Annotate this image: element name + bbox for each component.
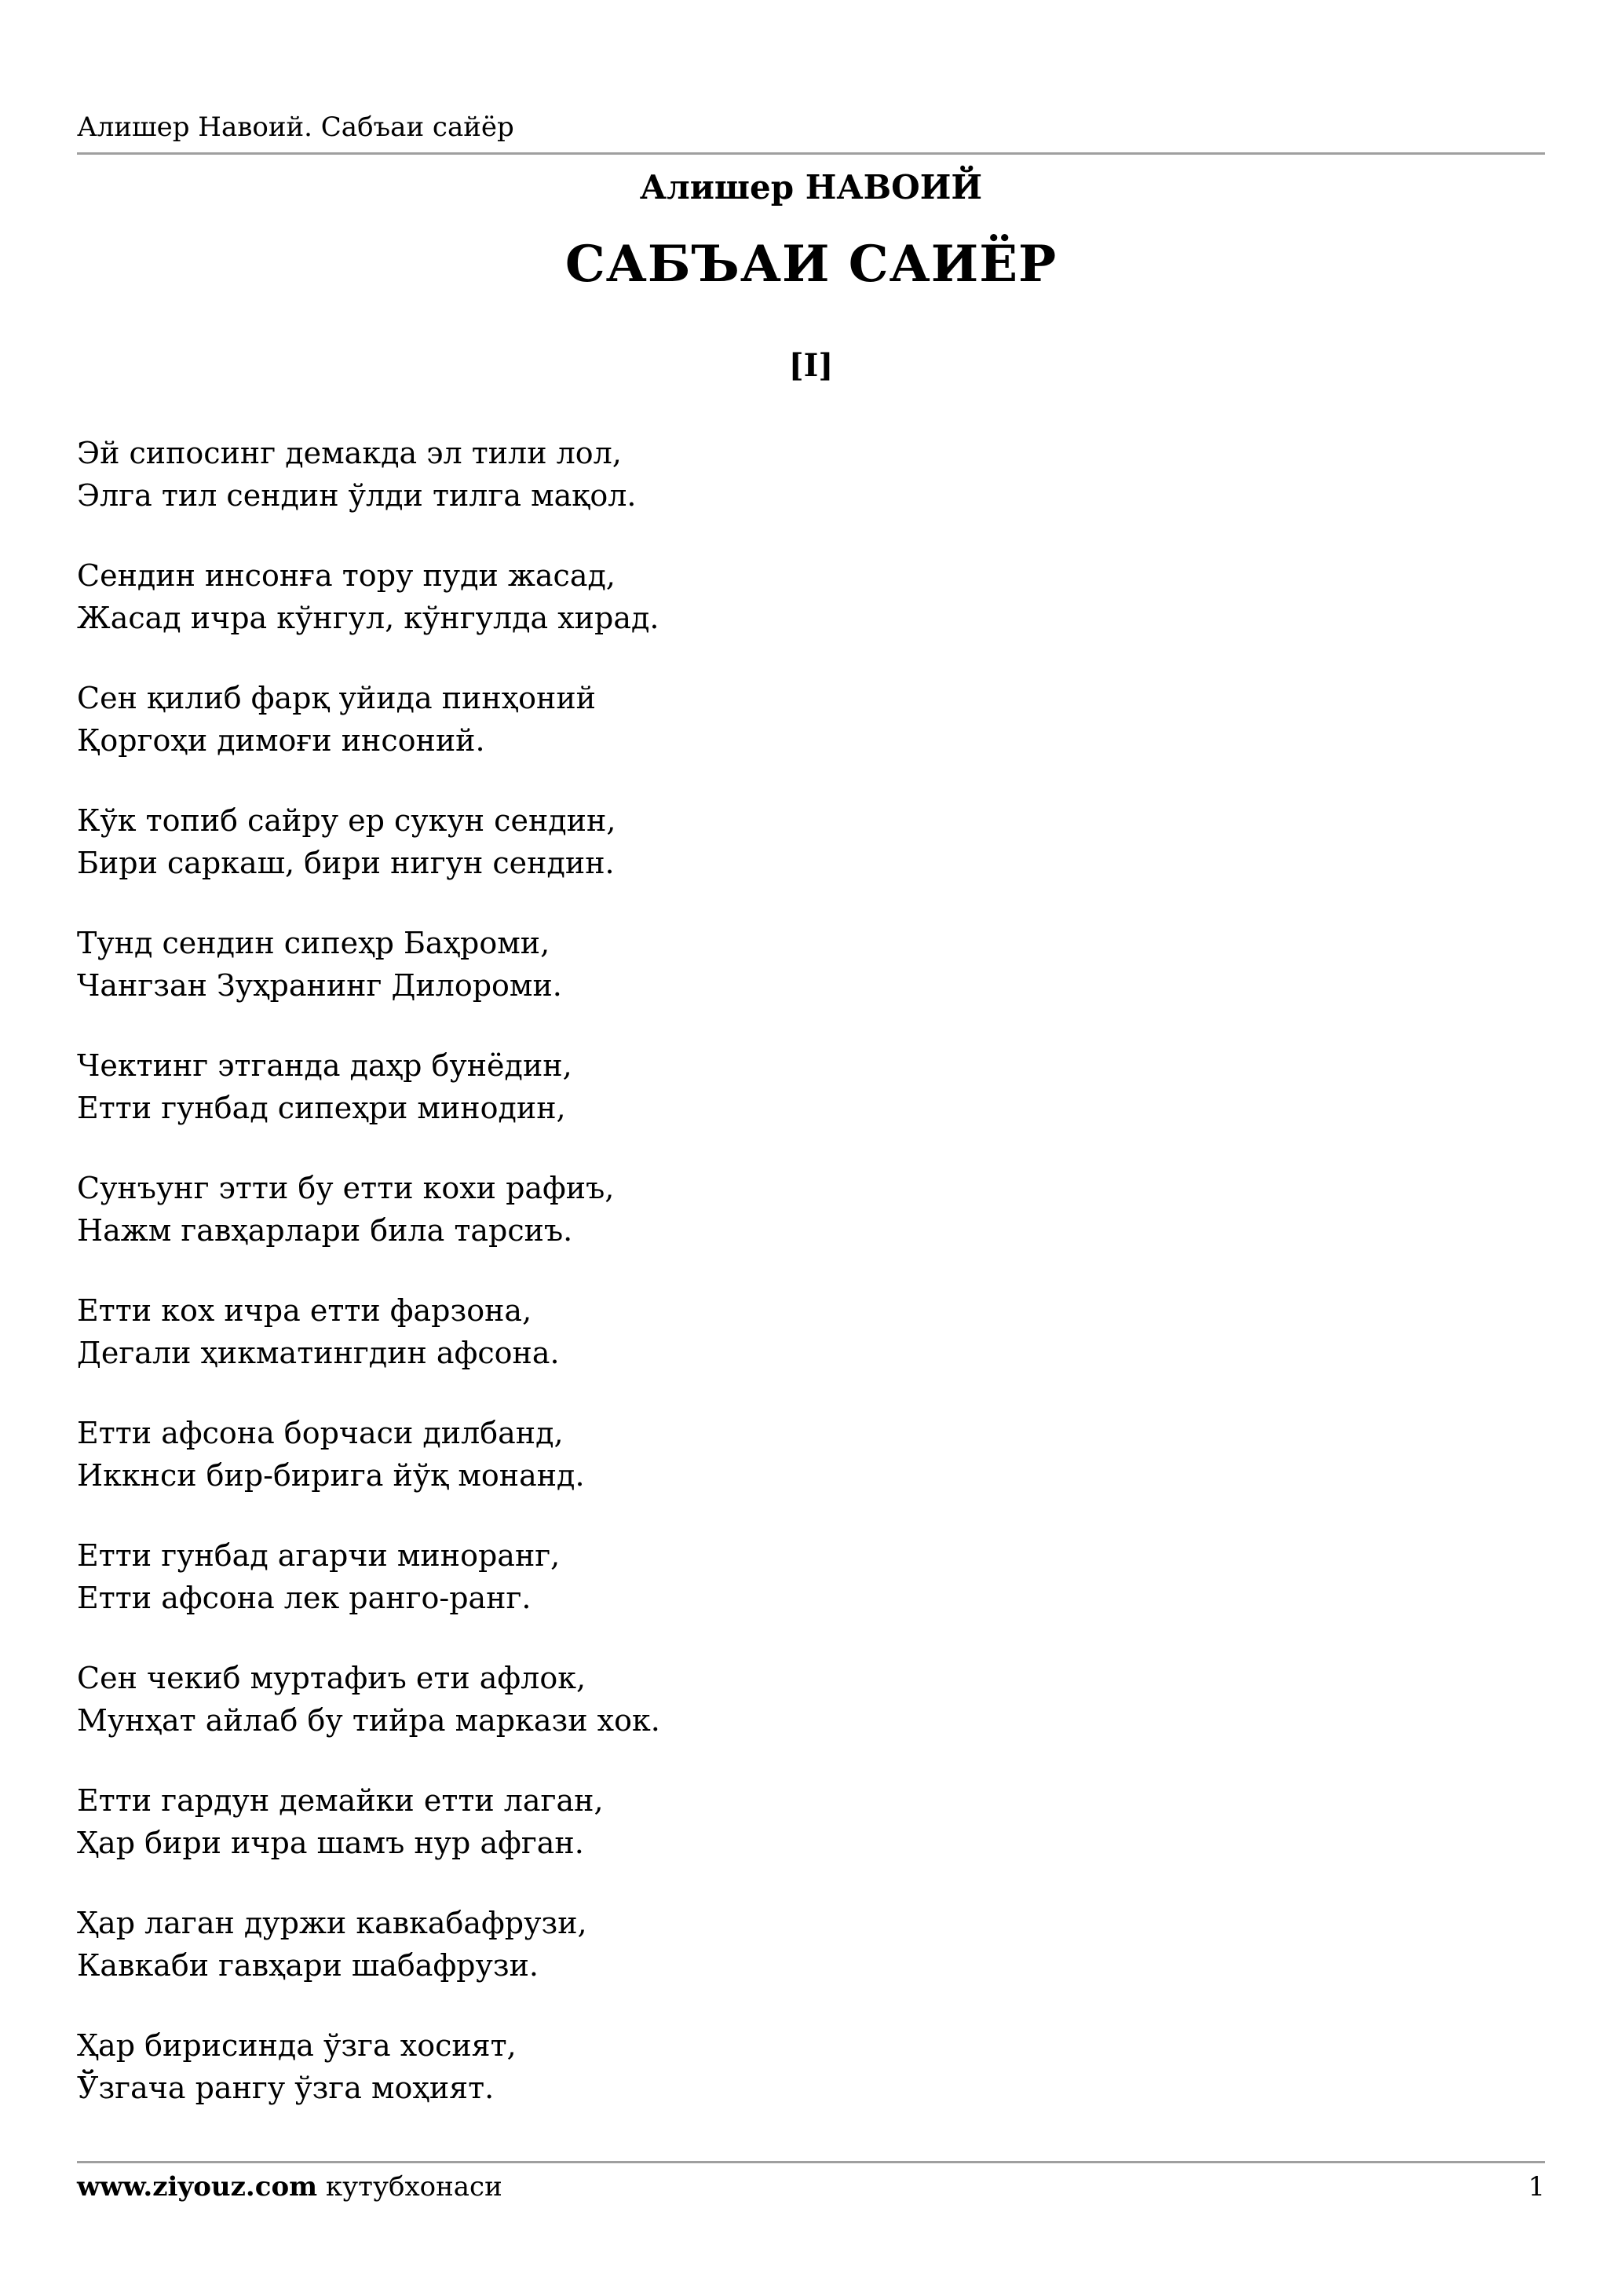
poem-line: Дегали ҳикматингдин афсона. [77, 1336, 560, 1370]
footer-label: кутубхонаси [325, 2171, 502, 2203]
running-header-text: Алишер Навоий. Сабъаи сайёр [77, 112, 514, 143]
poem-line: Етти гардун демайки етти лаган, [77, 1783, 604, 1818]
page-number: 1 [1528, 2171, 1545, 2203]
poem-line: Сунъунг этти бу етти кохи рафиъ, [77, 1171, 615, 1205]
stanza-6 [77, 1044, 1545, 1129]
poem-line: Мунҳат айлаб бу тийра маркази хок. [77, 1703, 660, 1738]
poem-line: Сендин инсонға тору пуди жасад, [77, 558, 616, 593]
stanza-10 [77, 1534, 1545, 1619]
poem-line: Иккнси бир-бирига йўқ монанд. [77, 1458, 585, 1493]
stanza-9 [77, 1412, 1545, 1497]
poem-line: Чангзан Зуҳранинг Дилороми. [77, 968, 562, 1003]
stanza-7 [77, 1167, 1545, 1252]
poem-line: Ҳар бирисинда ўзга хосият, [77, 2028, 517, 2063]
poem-line: Бири саркаш, бири нигун сендин. [77, 846, 615, 880]
poem-body [77, 432, 1545, 2147]
poem-line: Кўк топиб сайру ер сукун сендин, [77, 803, 616, 838]
poem-line: Сен чекиб муртафиъ ети афлок, [77, 1661, 586, 1695]
poem-line: Ҳар лаган дуржи кавкабафрузи, [77, 1906, 587, 1940]
page-footer [77, 2169, 1545, 2205]
poem-line: Ўзгача рангу ўзга моҳият. [77, 2071, 495, 2105]
stanza-1 [77, 432, 1545, 517]
poem-line: Кавкаби гавҳари шабафрузи. [77, 1948, 539, 1983]
poem-line: Ҳар бири ичра шамъ нур афган. [77, 1826, 584, 1860]
stanza-4 [77, 799, 1545, 884]
poem-line: Етти афсона лек ранго-ранг. [77, 1581, 532, 1615]
author-name: Алишер НАВОИЙ [639, 168, 983, 207]
poem-line: Жасад ичра кўнгул, кўнгулда хирад. [77, 601, 659, 635]
stanza-13 [77, 1902, 1545, 1987]
stanza-5 [77, 922, 1545, 1007]
poem-line: Чектинг этганда даҳр бунёдин, [77, 1048, 572, 1083]
stanza-14 [77, 2024, 1545, 2109]
poem-line: Тунд сендин сипеҳр Баҳроми, [77, 926, 550, 960]
poem-line: Етти кох ичра етти фарзона, [77, 1293, 532, 1328]
poem-line: Эй сипосинг демакда эл тили лол, [77, 436, 622, 470]
poem-line: Етти афсона борчаси дилбанд, [77, 1416, 564, 1450]
stanza-2 [77, 554, 1545, 639]
stanza-12 [77, 1779, 1545, 1864]
poem-line: Элга тил сендин ўлди тилга мақол. [77, 478, 637, 513]
section-number: [I] [788, 347, 834, 384]
poem-line: Етти гунбад агарчи миноранг, [77, 1538, 561, 1573]
running-header [77, 110, 1545, 144]
poem-line: Етти гунбад сипеҳри минодин, [77, 1091, 566, 1125]
footer-site-text: www.ziyouz.com [77, 2171, 318, 2203]
poem-line: Қоргоҳи димоғи инсоний. [77, 723, 485, 758]
header-rule [77, 152, 1545, 155]
poem-line: Сен қилиб фарқ уйида пинҳоний [77, 681, 596, 715]
stanza-11 [77, 1657, 1545, 1742]
poem-line: Нажм гавҳарлари била тарсиъ. [77, 1213, 573, 1248]
footer-rule [77, 2161, 1545, 2163]
stanza-3 [77, 677, 1545, 762]
stanza-8 [77, 1289, 1545, 1374]
poem-title: САБЪАИ САИЁР [564, 235, 1058, 294]
